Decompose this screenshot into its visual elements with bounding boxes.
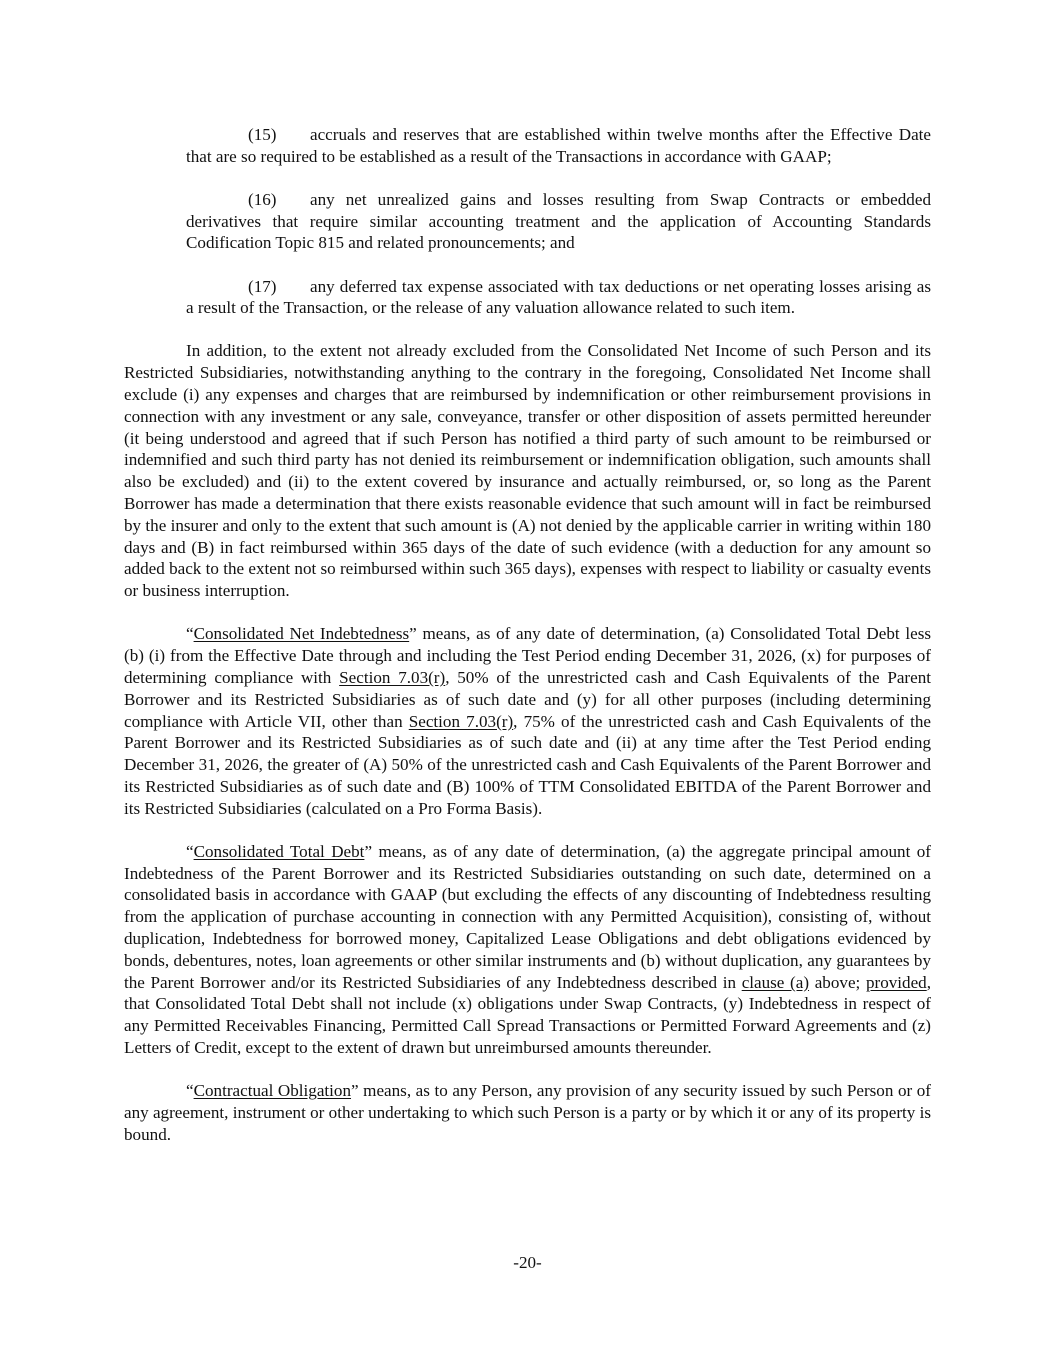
page-number: -20- [513, 1253, 542, 1272]
open-quote: “ [186, 841, 194, 861]
page-body [124, 124, 931, 1167]
definition-text: above; [809, 972, 866, 992]
definition-consolidated-net-indebtedness [124, 623, 931, 819]
clause-reference: clause (a) [741, 972, 810, 992]
section-reference: Section 7.03(r) [339, 667, 446, 687]
clause-text: any deferred tax expense associated with tax deductions or net operating losses arising as a result of the Transaction, or the release of any valuation allowance related to such item. [186, 276, 931, 318]
clause-number: (16) [248, 189, 277, 209]
defined-term: Consolidated Total Debt [193, 841, 365, 861]
proviso-term: provided [865, 972, 927, 992]
addition-paragraph: In addition, to the extent not already excluded from the Consolidated Net Income of such Person and its Restricted Subsidiaries, notwithstanding anything to the contrary in the foregoing, Consolidated Net Income shall exclude (i) any expenses and charges that are reimbursed by indemnification or other reimbursement provisions in connection with any investment or any sale, conveyance, transfer or other disposition of assets permitted hereunder (it being understood and agreed that if such Person has notified a third party of such amount to be reimbursed or indemnified and such third party has not denied its reimbursement or indemnification obligation, such amounts shall also be excluded) and (ii) to the extent covered by insurance and actually reimbursed, or, so long as the Parent Borrower has made a determination that there exists reasonable evidence that such amount will in fact be reimbursed by the insurer and only to the extent that such amount is (A) not denied by the applicable carrier in writing within 180 days and (B) in fact reimbursed within 365 days of the date of such evidence (with a deduction for any amount so added back to the extent not so reimbursed within such 365 days), expenses with respect to liability or casualty events or business interruption. [124, 341, 932, 601]
clause-16 [186, 189, 931, 254]
definition-text: ” means, as to any Person, any provision of any security issued by such Person or of any agreement, instrument or other undertaking to which such Person is a party or by which it or any of its property is bound. [124, 1081, 931, 1144]
section-reference: Section 7.03(r) [408, 711, 514, 731]
open-quote: “ [186, 624, 194, 644]
definition-text: ” means, as of any date of determination, (a) Consolidated Total Debt less (b) (i) from the Effective Date through and including the Test Period ending December 31, 2026, (x) for purposes of determining compliance with [124, 624, 931, 687]
definition-contractual-obligation [124, 1080, 931, 1145]
definition-text: , that Consolidated Total Debt shall not include (x) obligations under Swap Contracts, (y) Indebtedness in respect of any Permitted Receivables Financing, Permitted Call Spread Transactions or Permitted Forward Agreements and (z) Letters of Credit, except to the extent of drawn but unreimbursed amounts thereunder. [124, 972, 931, 1057]
clause-15 [186, 124, 931, 168]
clause-17 [186, 276, 931, 320]
clause-text: accruals and reserves that are established within twelve months after the Effective Date that are so required to be established as a result of the Transactions in accordance with GAAP; [186, 125, 931, 166]
defined-term: Consolidated Net Indebtedness [193, 624, 410, 644]
clause-number: (17) [248, 276, 277, 296]
definition-text: , 50% of the unrestricted cash and Cash Equivalents of the Parent Borrower and its Restricted Subsidiaries as of such date and (y) for all other purposes (including determining compliance with Article VII, other than [124, 667, 931, 731]
clause-text: any net unrealized gains and losses resulting from Swap Contracts or embedded derivatives that require similar accounting treatment and the application of Accounting Standards Codification Topic 815 and related pronouncements; and [186, 189, 931, 253]
definition-text: ” means, as of any date of determination, (a) the aggregate principal amount of Indebtedness of the Parent Borrower and its Restricted Subsidiaries outstanding on such date, determined on a consolidated basis in accordance with GAAP (but excluding the effects of any discounting of Indebtedness resulting from the application of purchase accounting in connection with any Permitted Acquisition), consisting of, without duplication, Indebtedness for borrowed money, Capitalized Lease Obligations and debt obligations evidenced by bonds, debentures, notes, loan agreements or other similar instruments and (b) without duplication, any guarantees by the Parent Borrower and/or its Restricted Subsidiaries of any Indebtedness described in [124, 841, 931, 992]
clause-number: (15) [248, 125, 277, 144]
definition-consolidated-total-debt [124, 841, 931, 1059]
definition-text: , 75% of the unrestricted cash and Cash Equivalents of the Parent Borrower and its Restricted Subsidiaries as of such date and (ii) at any time after the Test Period ending December 31, 2026, the greater of (A) 50% of the unrestricted cash and Cash Equivalents of the Parent Borrower and its Restricted Subsidiaries as of such date and (B) 100% of TTM Consolidated EBITDA of the Parent Borrower and its Restricted Subsidiaries (calculated on a Pro Forma Basis). [124, 711, 931, 818]
open-quote: “ [186, 1081, 194, 1101]
defined-term: Contractual Obligation [193, 1081, 352, 1101]
